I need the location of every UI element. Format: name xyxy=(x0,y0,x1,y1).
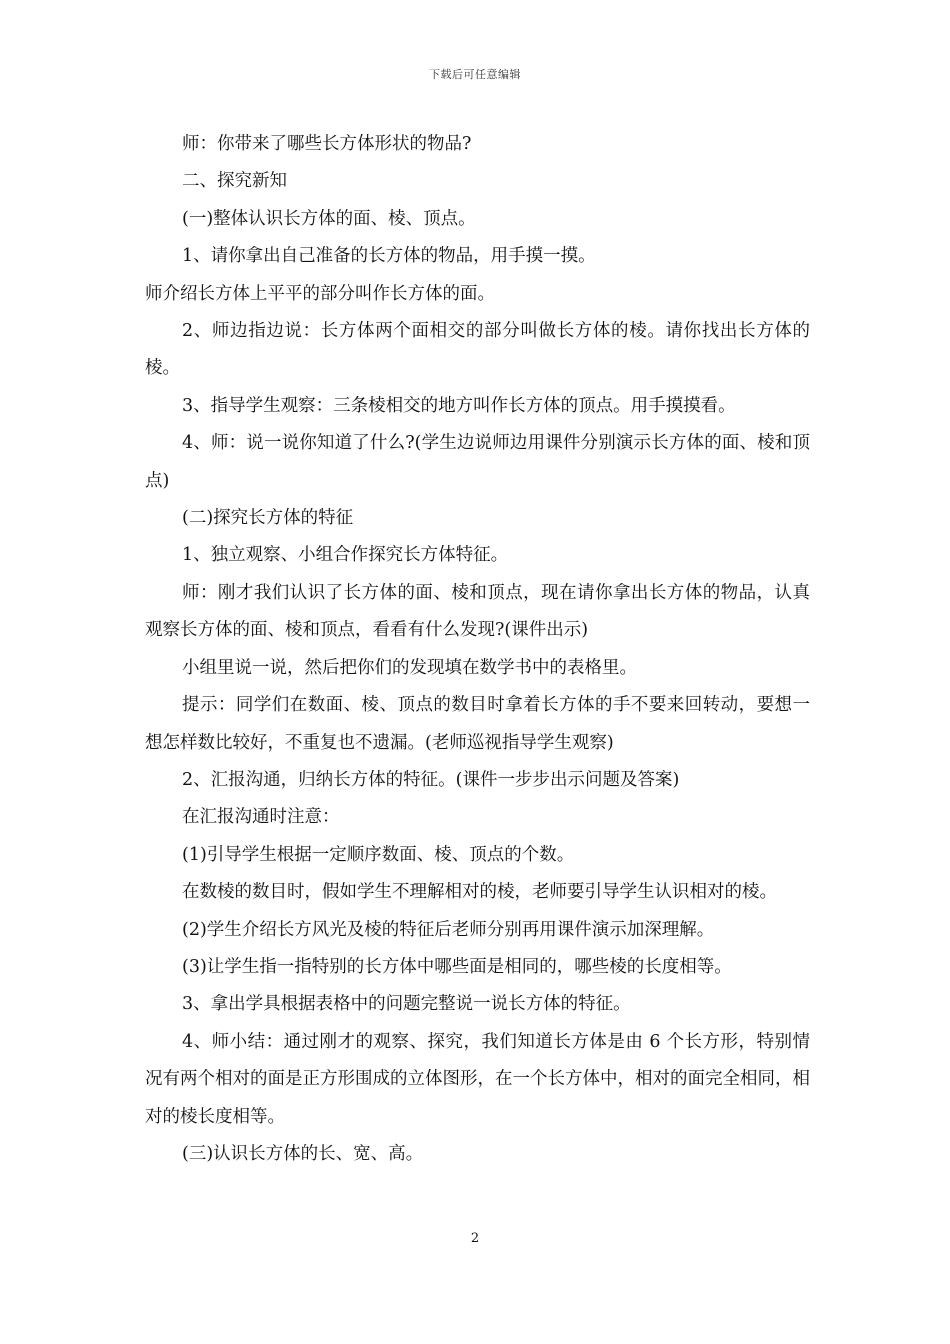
page-number: 2 xyxy=(470,1231,480,1246)
paragraph: 2、汇报沟通，归纳长方体的特征。(课件一步步出示问题及答案) xyxy=(182,769,680,790)
paragraph: 师：你带来了哪些长方体形状的物品? xyxy=(182,134,472,154)
subsection-heading: (二)探究长方体的特征 xyxy=(182,508,354,529)
paragraph: 3、拿出学具根据表格中的问题完整说一说长方体的特征。 xyxy=(182,994,631,1015)
paragraph: 小组里说一说，然后把你们的发现填在数学书中的表格里。 xyxy=(182,657,637,678)
paragraph: 4、师：说一说你知道了什么?(学生边说师边用课件分别演示长方体的面、棱和顶点) xyxy=(145,433,810,491)
paragraph: 在数棱的数目时，假如学生不理解相对的棱，老师要引导学生认识相对的棱。 xyxy=(182,882,777,903)
paragraph: 师：刚才我们认识了长方体的面、棱和顶点，现在请你拿出长方体的物品，认真观察长方体的面、棱和顶点，看看有什么发现?(课件出示) xyxy=(145,582,810,641)
paragraph: 提示：同学们在数面、棱、顶点的数目时拿着长方体的手不要来回转动，要想一想怎样数比较好，不重复也不遗漏。(老师巡视指导学生观察) xyxy=(145,695,810,753)
paragraph: 1、独立观察、小组合作探究长方体特征。 xyxy=(182,545,509,566)
paragraph: 1、请你拿出自己准备的长方体的物品，用手摸一摸。 xyxy=(182,246,596,267)
paragraph: (2)学生介绍长方风光及棱的特征后老师分别再用课件演示加深理解。 xyxy=(182,919,715,940)
page-header: 下载后可任意编辑 xyxy=(429,68,521,81)
subsection-heading: (一)整体认识长方体的面、棱、顶点。 xyxy=(182,208,476,229)
paragraph: (1)引导学生根据一定顺序数面、棱、顶点的个数。 xyxy=(182,844,575,865)
paragraph: (3)让学生指一指特别的长方体中哪些面是相同的，哪些棱的长度相等。 xyxy=(182,956,732,977)
paragraph: 3、指导学生观察：三条棱相交的地方叫作长方体的顶点。用手摸摸看。 xyxy=(182,395,736,416)
document-body xyxy=(145,126,810,1173)
paragraph: 4、师小结：通过刚才的观察、探究，我们知道长方体是由 6 个长方形，特别情况有两个相对的面是正方形围成的立体图形，在一个长方体中，相对的面完全相同，相对的棱长度相等。 xyxy=(145,1031,810,1127)
section-heading: 二、探究新知 xyxy=(182,171,287,192)
subsection-heading: (三)认识长方体的长、宽、高。 xyxy=(182,1143,424,1164)
paragraph: 2、师边指边说：长方体两个面相交的部分叫做长方体的棱。请你找出长方体的棱。 xyxy=(145,321,810,379)
paragraph: 在汇报沟通时注意： xyxy=(182,807,340,828)
paragraph: 师介绍长方体上平平的部分叫作长方体的面。 xyxy=(145,283,495,304)
